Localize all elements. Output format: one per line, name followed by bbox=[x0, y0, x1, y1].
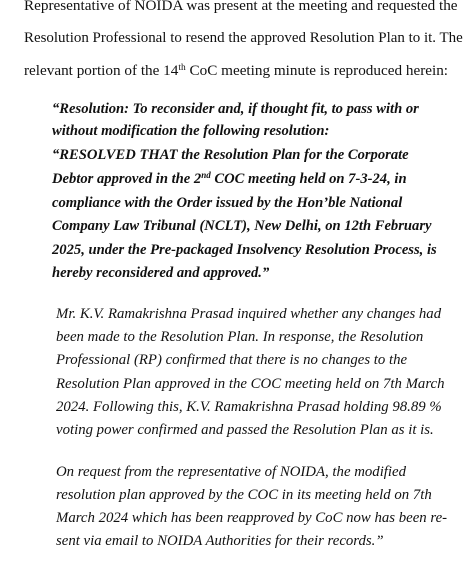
resolution-line: without modification the following resolution: bbox=[52, 123, 330, 139]
paragraph-line: sent via email to NOIDA Authorities for their records.” bbox=[56, 533, 384, 549]
resolution-line bbox=[52, 172, 407, 187]
intro-line bbox=[24, 63, 448, 78]
paragraph-line: voting power confirmed and passed the Resolution Plan as it is. bbox=[56, 422, 434, 438]
superscript: nd bbox=[201, 170, 211, 181]
resolution-line: “Resolution: To reconsider and, if thought fit, to pass with or bbox=[52, 101, 419, 117]
intro-line: Representative of NOIDA was present at the meeting and requested the bbox=[24, 0, 458, 14]
paragraph-line: Mr. K.V. Ramakrishna Prasad inquired whether any changes had bbox=[56, 306, 442, 322]
intro-line: Resolution Professional to resend the approved Resolution Plan to it. The bbox=[24, 30, 463, 46]
resolution-line: hereby reconsidered and approved.” bbox=[52, 265, 270, 281]
paragraph-line: March 2024 which has been reapproved by CoC now has been re- bbox=[56, 510, 448, 526]
intro-text: relevant portion of the 14 bbox=[24, 62, 179, 79]
paragraph-line: Resolution Plan approved in the COC meeting held on 7th March bbox=[56, 376, 445, 392]
resolution-line: “RESOLVED THAT the Resolution Plan for the Corporate bbox=[52, 147, 409, 163]
resolution-text: Debtor approved in the 2 bbox=[52, 171, 202, 187]
resolution-line: 2025, under the Pre-packaged Insolvency Resolution Process, is bbox=[52, 242, 437, 258]
resolution-line: compliance with the Order issued by the Hon’ble National bbox=[52, 195, 403, 211]
superscript: th bbox=[178, 62, 186, 73]
resolution-text: COC meeting held on 7-3-24, in bbox=[210, 171, 407, 187]
resolution-line: Company Law Tribunal (NCLT), New Delhi, on 12th February bbox=[52, 218, 432, 234]
paragraph-line: 2024. Following this, K.V. Ramakrishna Prasad holding 98.89 % bbox=[56, 399, 442, 415]
paragraph-line: On request from the representative of NOIDA, the modified bbox=[56, 464, 406, 480]
intro-text: CoC meeting minute is reproduced herein: bbox=[185, 62, 449, 79]
paragraph-line: Professional (RP) confirmed that there is no changes to the bbox=[56, 352, 408, 368]
paragraph-line: resolution plan approved by the COC in its meeting held on 7th bbox=[56, 487, 432, 503]
paragraph-line: been made to the Resolution Plan. In response, the Resolution bbox=[56, 329, 424, 345]
